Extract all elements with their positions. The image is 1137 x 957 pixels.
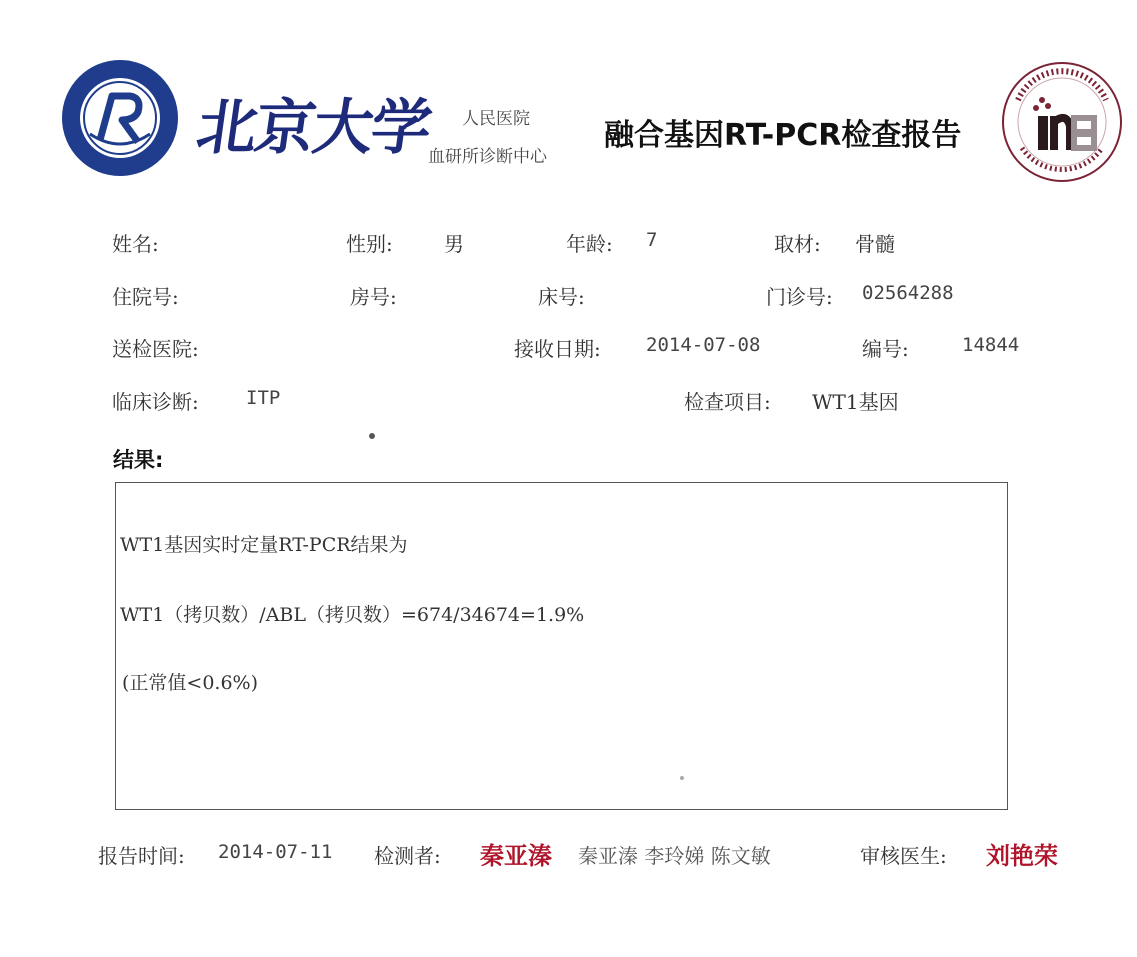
hospital-name: 人民医院 [462, 109, 530, 129]
scan-speck-2 [680, 776, 684, 780]
results-heading: 结果: [113, 448, 164, 472]
result-line-2: WT1（拷贝数）/ABL（拷贝数）=674/34674=1.9% [120, 604, 585, 626]
bed-label: 床号: [538, 285, 585, 309]
report-title: 融合基因RT-PCR检查报告 [604, 118, 962, 153]
age-value: 7 [646, 229, 658, 251]
received-date-label: 接收日期: [514, 337, 601, 361]
test-item-value: WT1基因 [812, 390, 899, 414]
diagnosis-value: ITP [246, 387, 281, 409]
institute-seal-logo [1000, 60, 1124, 184]
sample-value: 骨髓 [855, 232, 895, 256]
sex-value: 男 [444, 232, 464, 256]
report-time-label: 报告时间: [98, 844, 185, 868]
hospital-seal-logo [60, 58, 180, 178]
outpatient-value: 02564288 [862, 282, 954, 304]
age-label: 年龄: [566, 232, 613, 256]
number-label: 编号: [862, 337, 909, 361]
scan-speck [369, 433, 375, 439]
tester-signature: 秦亚溱 [480, 841, 552, 870]
received-date-value: 2014-07-08 [646, 334, 761, 356]
test-item-label: 检查项目: [684, 390, 771, 414]
pku-calligraphy-logo: 北京大学 [192, 93, 435, 163]
reviewer-signature: 刘艳荣 [986, 841, 1058, 870]
name-label: 姓名: [112, 232, 159, 256]
sex-label: 性别: [346, 232, 393, 256]
reviewer-label: 审核医生: [860, 844, 947, 868]
room-label: 房号: [350, 285, 397, 309]
sample-label: 取材: [774, 232, 821, 256]
report-time-value: 2014-07-11 [218, 841, 333, 863]
hospital-label: 送检医院: [112, 337, 199, 361]
center-name: 血研所诊断中心 [428, 147, 547, 167]
number-value: 14844 [962, 334, 1020, 356]
diagnosis-label: 临床诊断: [112, 390, 199, 414]
outpatient-label: 门诊号: [766, 285, 833, 309]
tester-names: 秦亚溱 李玲娣 陈文敏 [578, 844, 771, 868]
result-line-3: (正常值<0.6%) [122, 672, 259, 694]
tester-label: 检测者: [374, 844, 441, 868]
inpatient-label: 住院号: [112, 285, 179, 309]
result-line-1: WT1基因实时定量RT-PCR结果为 [120, 534, 408, 556]
